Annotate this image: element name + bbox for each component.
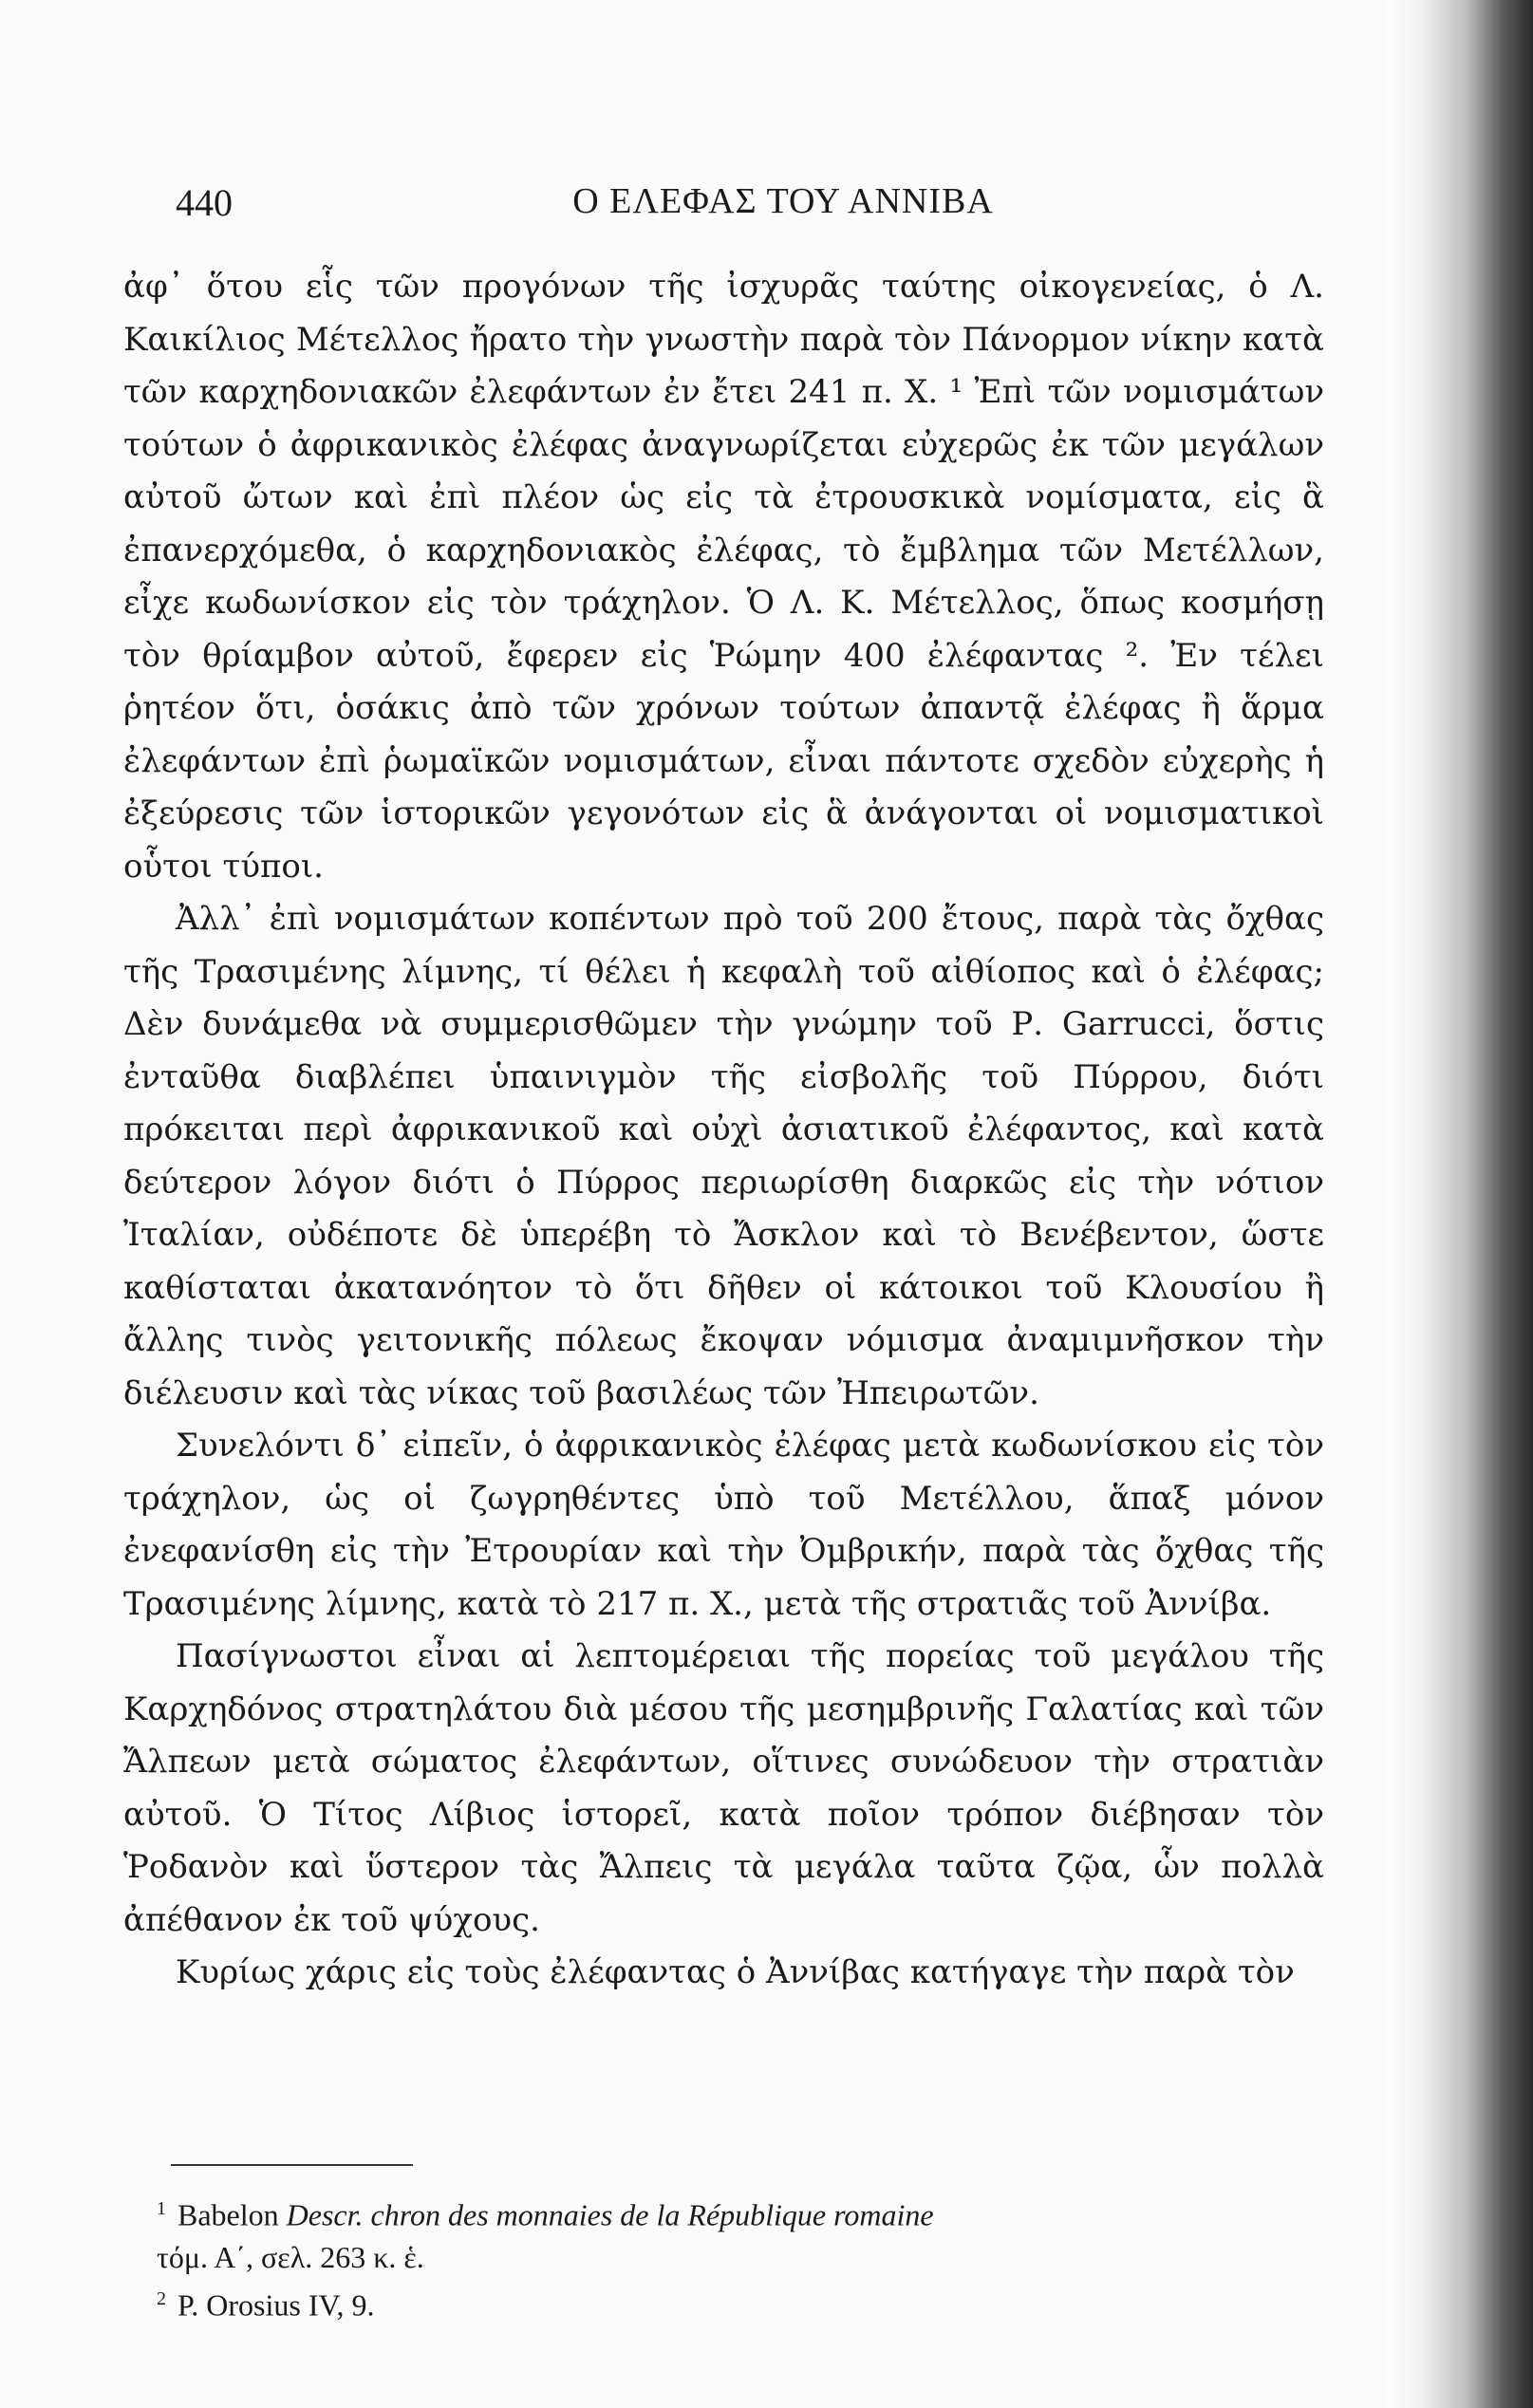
footnote-author: Babelon (178, 2197, 279, 2232)
footnote-mark: 2 (157, 2287, 166, 2309)
paragraph-1: ἀφ᾽ ὅτου εἷς τῶν προγόνων τῆς ἰσχυρᾶς ταύτης οἰκογενείας, ὁ Λ. Καικίλιος Μέτελλος ἤρατο τὴν γνωστὴν παρὰ τὸν Πάνορμον νίκην κατὰ τῶν καρχηδονιακῶν ἐλεφάντων ἐν ἔτει 241 π. Χ. ¹ Ἐπὶ τῶν νομισμάτων τούτων ὁ ἀφρικανικὸς ἐλέφας ἀναγνωρίζεται εὐχερῶς ἐκ τῶν μεγάλων αὐτοῦ ὤτων καὶ ἐπὶ πλέον ὡς εἰς τὰ ἐτρουσκικὰ νομίσματα, εἰς ἃ ἐπανερχόμεθα, ὁ καρχηδονιακὸς ἐλέφας, τὸ ἔμβλημα τῶν Μετέλλων, εἶχε κωδωνίσκον εἰς τὸν τράχηλον. Ὁ Λ. Κ. Μέτελλος, ὅπως κοσμήσῃ τὸν θρίαμβον αὐτοῦ, ἔφερεν εἰς Ῥώμην 400 ἐλέφαντας ². Ἐν τέλει ῥητέον ὅτι, ὁσάκις ἀπὸ τῶν χρόνων τούτων ἀπαντᾷ ἐλέφας ἢ ἅρμα ἐλεφάντων ἐπὶ ῥωμαϊκῶν νομισμάτων, εἶναι πάντοτε σχεδὸν εὐχερὴς ἡ ἐξεύρεσις τῶν ἱστορικῶν γεγονότων εἰς ἃ ἀνάγονται οἱ νομισματικοὶ οὗτοι τύποι. (123, 268, 1324, 886)
book-spine-shadow (1386, 0, 1533, 2408)
main-text (123, 261, 1324, 2000)
paragraph-3: Συνελόντι δ᾽ εἰπεῖν, ὁ ἀφρικανικὸς ἐλέφας μετὰ κωδωνίσκου εἰς τὸν τράχηλον, ὡς οἱ ζωγρηθέντες ὑπὸ τοῦ Μετέλλου, ἅπαξ μόνον ἐνεφανίσθη εἰς τὴν Ἐτρουρίαν καὶ τὴν Ὀμβρικήν, παρὰ τὰς ὄχθας τῆς Τρασιμένης λίμνης, κατὰ τὸ 217 π. Χ., μετὰ τῆς στρατιᾶς τοῦ Ἀννίβα. (123, 1427, 1324, 1623)
footnote-2 (157, 2278, 1296, 2326)
running-title: Ο ΕΛΕΦΑΣ ΤΟΥ ΑΝΝΙΒΑ (572, 181, 994, 221)
footnote-author: P. Orosius IV, 9. (178, 2287, 375, 2323)
footnote-divider (171, 2164, 413, 2166)
footnote-title: Descr. chron des monnaies de la République romaine (286, 2197, 934, 2232)
page-header (176, 180, 1324, 237)
paragraph-4: Πασίγνωστοι εἶναι αἱ λεπτομέρειαι τῆς πορείας τοῦ μεγάλου τῆς Καρχηδόνος στρατηλάτου διὰ μέσου τῆς μεσημβρινῆς Γαλατίας καὶ τῶν Ἄλπεων μετὰ σώματος ἐλεφάντων, οἵτινες συνώδευον τὴν στρατιὰν αὐτοῦ. Ὁ Τίτος Λίβιος ἱστορεῖ, κατὰ ποῖον τρόπον διέβησαν τὸν Ῥοδανὸν καὶ ὕστερον τὰς Ἄλπεις τὰ μεγάλα ταῦτα ζῷα, ὧν πολλὰ ἀπέθανον ἐκ τοῦ ψύχους. (123, 1637, 1324, 1939)
paragraph-5: Κυρίως χάρις εἰς τοὺς ἐλέφαντας ὁ Ἀννίβας κατήγαγε τὴν παρὰ τὸν (176, 1953, 1295, 1991)
page-number: 440 (176, 181, 233, 224)
footnote-1 (157, 2188, 1296, 2278)
footnotes (157, 2188, 1296, 2325)
footnote-mark: 1 (157, 2198, 166, 2219)
footnote-reference: τόμ. Α΄, σελ. 263 κ. ἑ. (157, 2239, 424, 2274)
paragraph-2: Ἀλλ᾽ ἐπὶ νομισμάτων κοπέντων πρὸ τοῦ 200 ἔτους, παρὰ τὰς ὄχθας τῆς Τρασιμένης λίμνης, τί θέλει ἡ κεφαλὴ τοῦ αἰθίοπος καὶ ὁ ἐλέφας; Δὲν δυνάμεθα νὰ συμμερισθῶμεν τὴν γνώμην τοῦ Ρ. Garrucci, ὅστις ἐνταῦθα διαβλέπει ὑπαινιγμὸν τῆς εἰσβολῆς τοῦ Πύρρου, διότι πρόκειται περὶ ἀφρικανικοῦ καὶ οὐχὶ ἀσιατικοῦ ἐλέφαντος, καὶ κατὰ δεύτερον λόγον διότι ὁ Πύρρος περιωρίσθη διαρκῶς εἰς τὴν νότιον Ἰταλίαν, οὐδέποτε δὲ ὑπερέβη τὸ Ἄσκλον καὶ τὸ Βενέβεντον, ὥστε καθίσταται ἀκατανόητον τὸ ὅτι δῆθεν οἱ κάτοικοι τοῦ Κλουσίου ἢ ἄλλης τινὸς γειτονικῆς πόλεως ἔκοψαν νόμισμα ἀναμιμνῆσκον τὴν διέλευσιν καὶ τὰς νίκας τοῦ βασιλέως τῶν Ἠπειρωτῶν. (123, 900, 1324, 1412)
